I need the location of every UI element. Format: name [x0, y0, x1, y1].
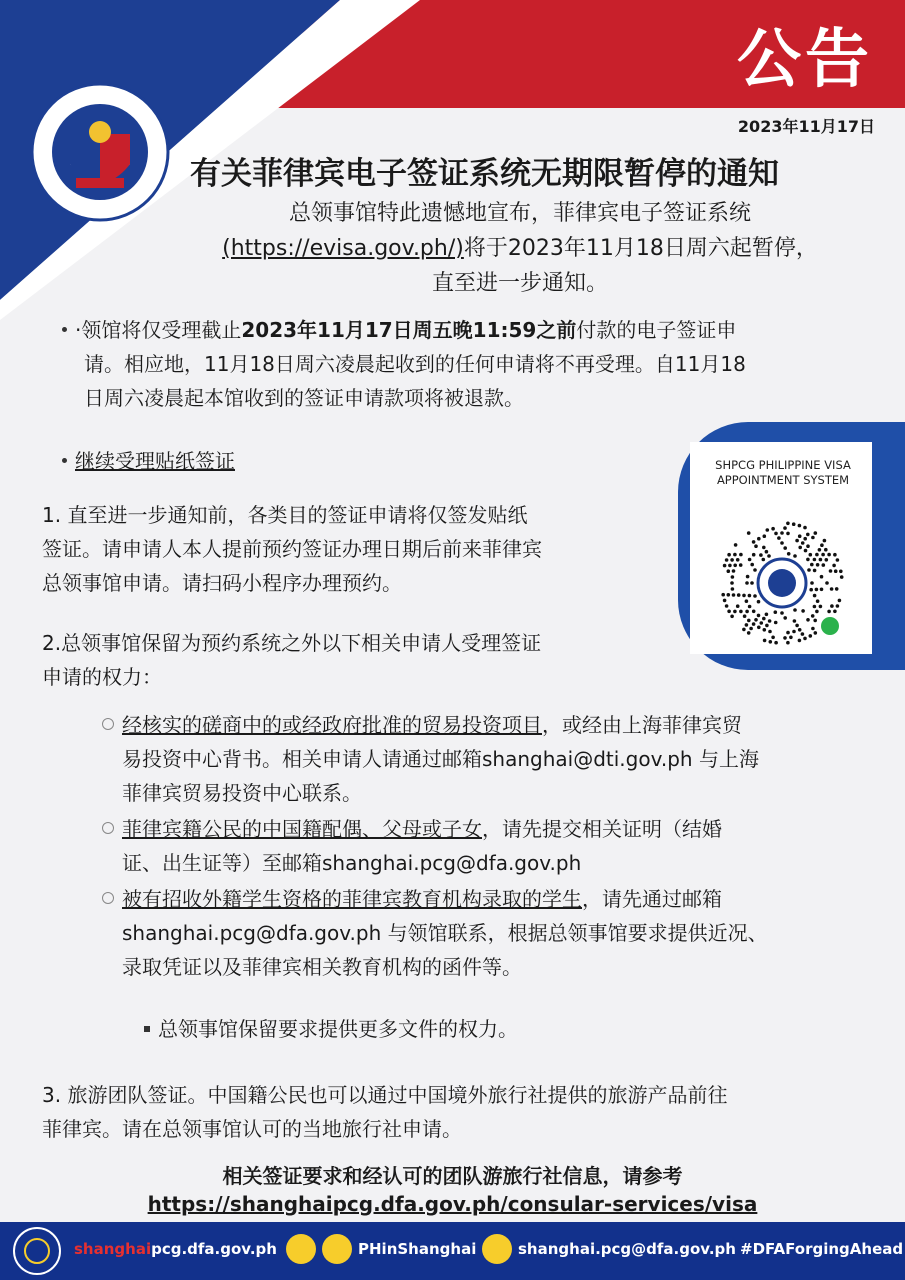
sub-item-3-rest: ，请先通过邮箱	[582, 887, 722, 911]
bullet-1-line-3: 日周六凌晨起本馆收到的签证申请款项将被退款。	[84, 386, 524, 410]
item-1-line-2: 签证。请申请人本人提前预约签证办理日期后前来菲律宾	[42, 537, 542, 561]
wechat-icon[interactable]	[286, 1234, 316, 1264]
bullet-1-marker: ·	[75, 318, 82, 342]
sub-item-3-underlined: 被有招收外籍学生资格的菲律宾教育机构录取的学生	[122, 887, 582, 911]
footer-email[interactable]: shanghai.pcg@dfa.gov.ph	[518, 1240, 736, 1258]
footer-site-red: shanghai	[74, 1240, 152, 1258]
bullet-dot-icon	[62, 458, 67, 463]
qr-title	[698, 458, 868, 488]
notice-date: 2023年11月17日	[737, 117, 875, 136]
intro-line-2-rest: 将于2023年11月18日周六起暂停，	[463, 236, 818, 261]
evisa-link[interactable]: (https://evisa.gov.ph/)	[222, 236, 464, 261]
sub-item-2-underlined: 菲律宾籍公民的中国籍配偶、父母或子女	[122, 817, 482, 841]
sub-item-3-line-1	[102, 882, 722, 917]
item-1-line-1: 1. 直至进一步通知前，各类目的签证申请将仅签发贴纸	[42, 503, 528, 527]
footer-site-rest: pcg.dfa.gov.ph	[151, 1240, 277, 1258]
reserve-note	[144, 1012, 518, 1047]
instagram-icon[interactable]	[322, 1234, 352, 1264]
qr-title-line-1: SHPCG PHILIPPINE VISA	[715, 458, 851, 472]
page-title: 有关菲律宾电子签证系统无期限暂停的通知	[190, 156, 779, 192]
bullet-1-post: 付款的电子签证申	[576, 318, 737, 342]
circle-bullet-icon	[102, 892, 114, 904]
bullet-2	[62, 444, 235, 479]
sub-item-1-underlined: 经核实的磋商中的或经政府批准的贸易投资项目	[122, 713, 542, 737]
sub-item-2-rest: ，请先提交相关证明（结婚	[482, 817, 722, 841]
sub-item-1-rest: ，或经由上海菲律宾贸	[542, 713, 742, 737]
bullet-dot-icon	[62, 327, 67, 332]
notice-badge: 公告	[737, 23, 873, 97]
footer-hashtag: #DFAForgingAhead	[740, 1240, 904, 1258]
bullet-2-label: 继续受理贴纸签证	[75, 449, 235, 473]
seal-name	[10, 88, 27, 89]
qr-title-line-2: APPOINTMENT SYSTEM	[716, 473, 850, 487]
sub-item-1-line-1	[102, 708, 742, 743]
bullet-1-pre: 领馆将仅受理截止	[81, 318, 242, 342]
bullet-1-line-2: 请。相应地，11月18日周六凌晨起收到的任何申请将不再受理。自11月18	[84, 352, 746, 376]
square-bullet-icon	[144, 1026, 150, 1032]
footer-ref-link[interactable]: https://shanghaipcg.dfa.gov.ph/consular-services/visa	[147, 1192, 758, 1216]
item-2-line-2: 申请的权力：	[42, 665, 162, 689]
bullet-1-line-1	[62, 313, 736, 348]
item-2-line-1: 2.总领事馆保留为预约系统之外以下相关申请人受理签证	[42, 631, 542, 655]
circle-bullet-icon	[102, 718, 114, 730]
dfa-seal-icon	[12, 1226, 62, 1276]
footer-ref-title: 相关签证要求和经认可的团队游旅行社信息，请参考	[222, 1164, 683, 1188]
item-1-line-3: 总领事馆申请。请扫码小程序办理预约。	[42, 571, 402, 595]
circle-bullet-icon	[102, 822, 114, 834]
footer-site[interactable]	[74, 1240, 277, 1258]
sub-item-1-line-2: 易投资中心背书。相关申请人请通过邮箱shanghai@dti.gov.ph 与上海	[122, 747, 759, 771]
intro-line-3: 直至进一步通知。	[431, 271, 608, 296]
sub-item-2-line-1	[102, 812, 722, 847]
item-3-line-1: 3. 旅游团队签证。中国籍公民也可以通过中国境外旅行社提供的旅游产品前往	[42, 1083, 728, 1107]
intro-line-1: 总领事馆特此遗憾地宣布，菲律宾电子签证系统	[288, 201, 751, 226]
footer-social[interactable]: PHinShanghai	[358, 1240, 477, 1258]
sub-item-3-line-3: 录取凭证以及菲律宾相关教育机构的函件等。	[122, 955, 522, 979]
item-3-line-2: 菲律宾。请在总领事馆认可的当地旅行社申请。	[42, 1117, 462, 1141]
sub-item-1-line-3: 菲律宾贸易投资中心联系。	[122, 781, 362, 805]
mail-icon[interactable]	[482, 1234, 512, 1264]
reserve-note-text: 总领事馆保留要求提供更多文件的权力。	[158, 1017, 518, 1041]
qr-code-icon[interactable]	[712, 518, 852, 648]
sub-item-3-line-2: shanghai.pcg@dfa.gov.ph 与领馆联系，根据总领事馆要求提供近况、	[122, 921, 768, 945]
sub-item-2-line-2: 证、出生证等）至邮箱shanghai.pcg@dfa.gov.ph	[122, 851, 582, 875]
bullet-1-deadline: 2023年11月17日周五晚11:59之前	[241, 318, 577, 342]
consulate-seal-icon	[30, 82, 170, 222]
intro-line-2	[180, 231, 860, 266]
